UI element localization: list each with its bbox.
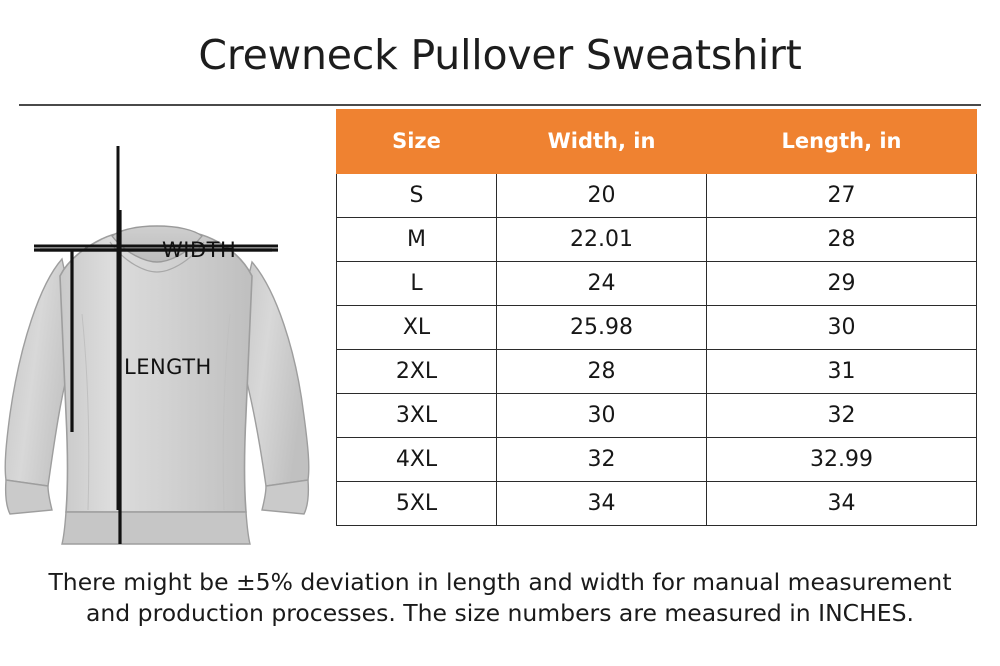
table-row <box>337 437 977 481</box>
cell-width: 32 <box>497 437 707 481</box>
length-label: LENGTH <box>124 354 212 379</box>
table-row <box>337 393 977 437</box>
size-table <box>336 109 977 526</box>
table-row <box>337 217 977 261</box>
cell-size: S <box>337 173 497 217</box>
width-label: WIDTH <box>162 237 237 262</box>
cell-width: 20 <box>497 173 707 217</box>
table-row <box>337 305 977 349</box>
table-row <box>337 349 977 393</box>
cell-length: 29 <box>707 261 977 305</box>
disclaimer-line-2: and production processes. The size numbers are measured in INCHES. <box>86 598 914 627</box>
table-row <box>337 173 977 217</box>
page-title: Crewneck Pullover Sweatshirt <box>198 31 802 80</box>
table-header-row <box>337 109 977 173</box>
cell-size: L <box>337 261 497 305</box>
cell-width: 22.01 <box>497 217 707 261</box>
column-header-width: Width, in <box>497 109 707 173</box>
cell-length: 31 <box>707 349 977 393</box>
cell-length: 34 <box>707 481 977 525</box>
garment-illustration <box>0 114 330 554</box>
chart-content <box>0 106 1000 566</box>
cell-length: 30 <box>707 305 977 349</box>
cell-size: M <box>337 217 497 261</box>
cell-width: 34 <box>497 481 707 525</box>
measurement-disclaimer <box>0 567 1000 627</box>
cell-size: 5XL <box>337 481 497 525</box>
cell-size: 4XL <box>337 437 497 481</box>
column-header-length: Length, in <box>707 109 977 173</box>
cell-size: 3XL <box>337 393 497 437</box>
measurement-guides <box>0 114 330 554</box>
cell-width: 25.98 <box>497 305 707 349</box>
table-row <box>337 261 977 305</box>
cell-length: 27 <box>707 173 977 217</box>
cell-width: 28 <box>497 349 707 393</box>
cell-size: 2XL <box>337 349 497 393</box>
cell-length: 32.99 <box>707 437 977 481</box>
disclaimer-line-1: There might be ±5% deviation in length and width for manual measurement <box>48 568 952 597</box>
cell-width: 24 <box>497 261 707 305</box>
cell-length: 32 <box>707 393 977 437</box>
cell-size: XL <box>337 305 497 349</box>
table-row <box>337 481 977 525</box>
column-header-size: Size <box>337 109 497 173</box>
size-chart-page <box>0 27 1000 666</box>
cell-width: 30 <box>497 393 707 437</box>
cell-length: 28 <box>707 217 977 261</box>
